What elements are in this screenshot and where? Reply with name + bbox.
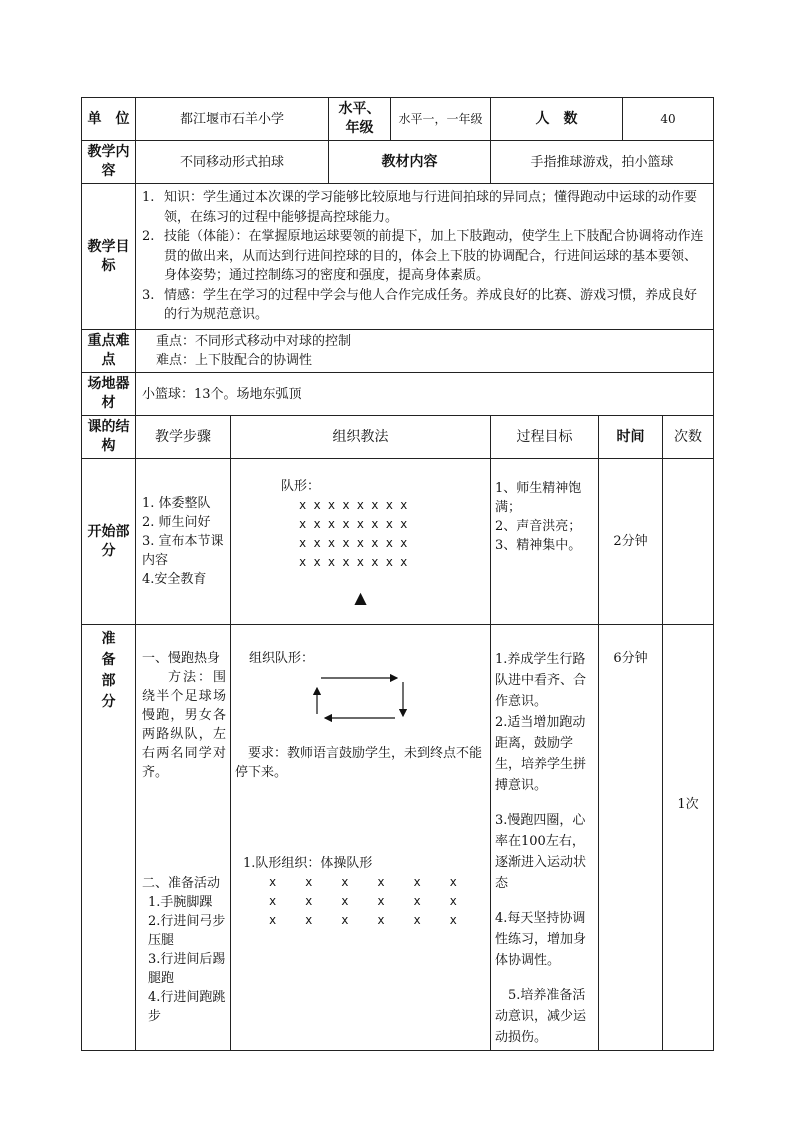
objective-number: 2.	[142, 229, 155, 245]
objectives-list	[136, 184, 714, 330]
prep-section-label	[82, 625, 136, 1051]
col-steps: 教学步骤	[136, 416, 231, 459]
running-route-icon	[313, 674, 409, 722]
start-section-label: 开始部分	[82, 459, 136, 625]
material-value: 手指推球游戏，拍小篮球	[491, 141, 714, 184]
unit-value: 都江堰市石羊小学	[136, 98, 329, 141]
start-method-cell	[231, 459, 491, 625]
objective-text: 知识：学生通过本次课的学习能够比较原地与行进间拍球的异同点；懂得跑动中运球的动作要领，在练习的过程中能够提高控球能力。	[164, 190, 698, 225]
objectives-label: 教学目标	[82, 184, 136, 330]
level-value: 水平一，一年级	[391, 98, 491, 141]
formation-row: x x x x x x x x	[299, 498, 408, 512]
prep-time: 6分钟	[599, 625, 663, 1051]
prep-label-text: 准备部分	[101, 631, 116, 710]
difficulty-text: 难点：上下肢配合的协调性	[156, 353, 313, 368]
prep-step1-title: 一、慢跑热身	[142, 651, 221, 666]
prep-step2-item: 2.行进间弓步压腿	[148, 914, 226, 948]
col-goal: 过程目标	[491, 416, 599, 459]
key-points-row	[82, 330, 714, 373]
start-reps	[663, 459, 714, 625]
objective-item	[142, 286, 707, 325]
unit-label: 单 位	[82, 98, 136, 141]
count-label: 人 数	[491, 98, 623, 141]
prep-step2-item: 1.手腕脚踝	[148, 895, 213, 910]
formation-label: 队形：	[281, 479, 321, 494]
start-goal: 1、师生精神饱满；	[495, 481, 582, 515]
lesson-plan-table	[81, 97, 714, 1051]
prep-step2-title: 二、准备活动	[142, 876, 221, 891]
org-label: 组织队形：	[249, 651, 315, 666]
objective-number: 3.	[142, 287, 155, 303]
column-header-row	[82, 416, 714, 459]
col-structure: 课的结构	[82, 416, 136, 459]
prep-steps-cell	[136, 625, 231, 1051]
col-reps: 次数	[663, 416, 714, 459]
start-steps-cell	[136, 459, 231, 625]
count-value: 40	[623, 98, 714, 141]
formation2-row: x x x x x x	[269, 894, 457, 908]
objective-number: 1.	[142, 190, 155, 206]
formation2-row: x x x x x x	[269, 875, 457, 889]
prep-method-gap	[235, 782, 486, 854]
prep-goal: 5.培养准备活动意识，减少运动损伤。	[495, 988, 587, 1045]
prep-goal: 4.每天坚持协调性练习，增加身体协调性。	[495, 911, 587, 968]
content-label: 教学内容	[82, 141, 136, 184]
prep-step2-item: 4.行进间跑跳步	[148, 990, 226, 1024]
content-value: 不同移动形式拍球	[136, 141, 329, 184]
prep-step1-method: 方法：围绕半个足球场慢跑，男女各两路纵队，左右两名同学对齐。	[142, 670, 226, 780]
objective-text: 情感：学生在学习的过程中学会与他人合作完成任务。养成良好的比赛、游戏习惯，养成良好的行为规范意识。	[164, 287, 698, 323]
formation-row: x x x x x x x x	[299, 536, 408, 550]
venue-row	[82, 373, 714, 416]
objectives-row	[82, 184, 714, 330]
prep-goal: 2.适当增加跑动距离，鼓励学生，培养学生拼搏意识。	[495, 715, 587, 793]
venue-label: 场地器材	[82, 373, 136, 416]
level-label: 水平、年级	[329, 98, 391, 141]
formation2-label: 1.队形组织：体操队形	[243, 856, 373, 871]
col-method: 组织教法	[231, 416, 491, 459]
start-time: 2分钟	[599, 459, 663, 625]
prep-goal: 1.养成学生行路队进中看齐、合作意识。	[495, 652, 587, 709]
start-step: 3. 宣布本节课内容	[142, 534, 224, 568]
prep-goal: 3.慢跑四圈，心率在100左右，逐渐进入运动状态	[495, 813, 587, 891]
key-point-text: 重点：不同形式移动中对球的控制	[156, 334, 352, 349]
prep-reps: 1次	[663, 625, 714, 1051]
prep-method-cell	[231, 625, 491, 1051]
formation-grid	[235, 496, 486, 572]
prep-section-row	[82, 625, 714, 1051]
prep-step2-item: 3.行进间后踢腿跑	[148, 952, 226, 986]
key-points-label: 重点难点	[82, 330, 136, 373]
lesson-plan-page	[81, 97, 713, 1051]
venue-value: 小篮球：13个。场地东弧顶	[136, 373, 714, 416]
col-time: 时间	[599, 416, 663, 459]
content-row	[82, 141, 714, 184]
formation-row: x x x x x x x x	[299, 555, 408, 569]
header-row	[82, 98, 714, 141]
formation2-row: x x x x x x	[269, 913, 457, 927]
start-step: 1. 体委整队	[142, 496, 211, 511]
start-goals-cell	[491, 459, 599, 625]
key-points-cell	[136, 330, 714, 373]
formation2-grid	[235, 873, 486, 930]
objective-item	[142, 227, 707, 286]
objective-item	[142, 188, 707, 227]
start-section-row	[82, 459, 714, 625]
prep-requirement: 要求：教师语言鼓励学生，未到终点不能停下来。	[235, 746, 483, 780]
objective-text: 技能（体能）：在掌握原地运球要领的前提下，加上下肢跑动，使学生上下肢配合协调将动作连贯的做出来，从而达到行进间控球的目的，体会上下肢的协调配合，行进间运球的基本要领、身体姿势；通过控制练习的密度和强度，提高身体素质。	[164, 229, 704, 284]
formation-row: x x x x x x x x	[299, 517, 408, 531]
teacher-marker-icon: ▲	[354, 588, 367, 607]
material-label: 教材内容	[329, 141, 491, 184]
start-step: 4.安全教育	[142, 572, 207, 587]
prep-goals-cell	[491, 625, 599, 1051]
start-step: 2. 师生问好	[142, 515, 211, 530]
start-goal: 2、声音洪亮；	[495, 519, 582, 534]
prep-gap	[142, 782, 226, 874]
start-goal: 3、精神集中。	[495, 538, 582, 553]
